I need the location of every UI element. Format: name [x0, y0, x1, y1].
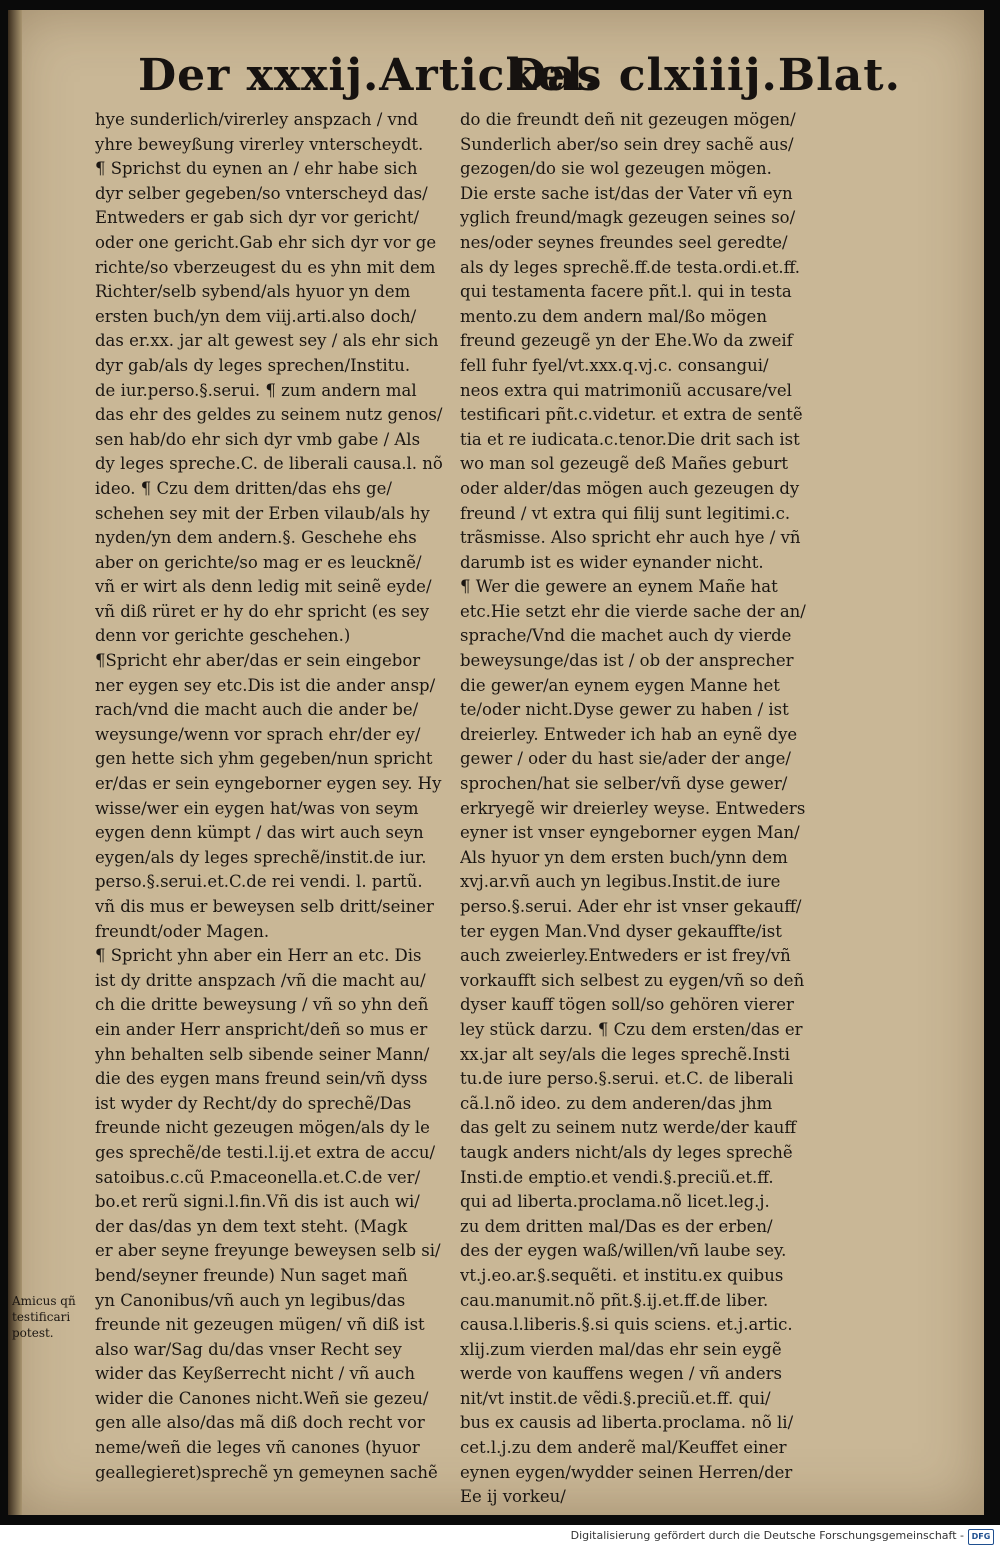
text-line: geallegieret)sprechẽ yn gemeynen sachẽ: [95, 1462, 438, 1482]
text-line: aber on gerichte/so mag er es leucknẽ/: [95, 552, 422, 572]
text-line: dy leges spreche.C. de liberali causa.l. nõ: [95, 454, 443, 474]
text-line: eygen denn kümpt / das wirt auch seyn: [95, 823, 424, 843]
text-line: vorkaufft sich selbest zu eygen/vñ so deñ: [460, 970, 805, 990]
text-line: gen alle also/das mã diß doch recht vor: [95, 1413, 425, 1433]
text-line: Amicus qñ: [12, 1294, 76, 1308]
text-line: ch die dritte beweysung / vñ so yhn deñ: [95, 995, 429, 1015]
text-line: eyner ist vnser eyngeborner eygen Man/: [460, 823, 800, 843]
text-line: ley stück darzu. ¶ Czu dem ersten/das er: [460, 1019, 803, 1039]
text-line: des der eygen waß/willen/vñ laube sey.: [460, 1241, 787, 1261]
text-line: die des eygen mans freund sein/vñ dyss: [95, 1069, 428, 1089]
text-line: ein ander Herr anspricht/deñ so mus er: [95, 1019, 428, 1039]
running-head-right: Das clxiiij.Blat.: [508, 50, 901, 101]
text-line: oder alder/das mögen auch gezeugen dy: [460, 478, 800, 498]
text-line: ersten buch/yn dem viij.arti.also doch/: [95, 306, 417, 326]
text-line: die gewer/an eynem eygen Manne het: [460, 675, 780, 695]
text-line: sen hab/do ehr sich dyr vmb gabe / Als: [95, 429, 421, 449]
text-line: vñ dis mus er beweysen selb dritt/seiner: [95, 897, 434, 916]
text-line: potest.: [12, 1326, 54, 1340]
text-line: vt.j.eo.ar.§.sequẽti. et institu.ex quibus: [460, 1265, 784, 1285]
text-line: Entweders er gab sich dyr vor gericht/: [95, 208, 420, 228]
text-line: gezogen/do sie wol gezeugen mögen.: [460, 159, 772, 179]
book-page: [8, 10, 984, 1515]
text-line: testificari: [12, 1310, 71, 1324]
text-line: sprochen/hat sie selber/vñ dyse gewer/: [460, 774, 788, 794]
text-line: hye sunderlich/virerley anspzach / vnd: [95, 110, 419, 129]
text-line: das ehr des geldes zu seinem nutz genos/: [95, 405, 443, 425]
right-text-column: [460, 108, 820, 1510]
text-line: er aber seyne freyunge beweysen selb si/: [95, 1241, 441, 1261]
text-line: trãsmisse. Also spricht ehr auch hye / vñ: [460, 528, 801, 548]
text-line: cau.manumit.nõ pñt.§.ij.et.ff.de liber.: [460, 1290, 769, 1310]
text-line: bus ex causis ad liberta.proclama. nõ li/: [460, 1413, 794, 1433]
text-line: ter eygen Man.Vnd dyser gekauffte/ist: [460, 921, 782, 941]
text-line: erkryegẽ wir dreierley weyse. Entweders: [460, 798, 806, 818]
text-line: xlij.zum vierden mal/das ehr sein eygẽ: [460, 1339, 782, 1359]
text-line: te/oder nicht.Dyse gewer zu haben / ist: [460, 700, 789, 720]
text-line: wisse/wer ein eygen hat/was von seym: [95, 798, 419, 818]
text-line: satoibus.c.cũ P.maceonella.et.C.de ver/: [95, 1167, 421, 1187]
text-line: ¶ Wer die gewere an eynem Mañe hat: [460, 577, 778, 597]
text-line: yhre beweyßung virerley vnterscheydt.: [95, 134, 424, 154]
text-line: sprache/Vnd die machet auch dy vierde: [460, 626, 792, 646]
text-line: Insti.de emptio.et vendi.§.preciũ.et.ff.: [460, 1167, 774, 1187]
text-line: yhn behalten selb sibende seiner Mann/: [95, 1044, 430, 1064]
text-line: yglich freund/magk gezeugen seines so/: [460, 208, 796, 228]
text-line: freundt/oder Magen.: [95, 921, 270, 941]
text-line: perso.§.serui. Ader ehr ist vnser gekauff/: [460, 897, 802, 916]
text-line: xx.jar alt sey/als die leges sprechẽ.Insti: [460, 1044, 790, 1064]
text-line: das gelt zu seinem nutz werde/der kauff: [460, 1118, 797, 1138]
text-line: causa.l.liberis.§.si quis sciens. et.j.artic.: [460, 1315, 793, 1335]
text-line: eygen/als dy leges sprechẽ/instit.de iur.: [95, 847, 427, 867]
text-line: oder one gericht.Gab ehr sich dyr vor ge: [95, 232, 437, 252]
text-line: wider die Canones nicht.Weñ sie gezeu/: [95, 1388, 429, 1408]
text-line: wo man sol gezeugẽ deß Mañes geburt: [460, 454, 789, 474]
text-line: wider das Keyßerrecht nicht / vñ auch: [95, 1364, 415, 1384]
text-line: der das/das yn dem text steht. (Magk: [95, 1216, 408, 1236]
text-line: nit/vt instit.de vẽdi.§.preciũ.et.ff. qui/: [460, 1388, 771, 1408]
text-line: eynen eygen/wydder seinen Herren/der: [460, 1462, 793, 1482]
text-line: tia et re iudicata.c.tenor.Die drit sach ist: [460, 429, 800, 449]
text-line: de iur.perso.§.serui. ¶ zum andern mal: [95, 380, 417, 400]
text-line: er/das er sein eyngeborner eygen sey. Hy: [95, 774, 442, 794]
text-line: ner eygen sey etc.Dis ist die ander ansp/: [95, 675, 436, 695]
text-line: als dy leges sprechẽ.ff.de testa.ordi.et.ff.: [460, 257, 801, 277]
footer-bar: [0, 1525, 1000, 1549]
text-line: dyser kauff tögen soll/so gehören vierer: [460, 995, 794, 1015]
text-line: qui testamenta facere pñt.l. qui in testa: [460, 282, 792, 302]
text-line: nes/oder seynes freundes seel geredte/: [460, 232, 788, 252]
text-line: etc.Hie setzt ehr die vierde sache der an/: [460, 601, 806, 621]
text-line: Richter/selb sybend/als hyuor yn dem: [95, 282, 411, 302]
text-line: Sunderlich aber/so sein drey sachẽ aus/: [460, 134, 794, 154]
text-line: bend/seyner freunde) Nun saget mañ: [95, 1265, 408, 1285]
text-line: gen hette sich yhm gegeben/nun spricht: [95, 749, 433, 769]
text-line: ¶Spricht ehr aber/das er sein eingebor: [95, 651, 421, 671]
funding-credit: Digitalisierung gefördert durch die Deutsche Forschungsgemeinschaft -: [570, 1529, 964, 1542]
text-line: do die freundt deñ nit gezeugen mögen/: [460, 110, 796, 129]
text-line: ¶ Spricht yhn aber ein Herr an etc. Dis: [95, 946, 422, 966]
text-line: ¶ Sprichst du eynen an / ehr habe sich: [95, 159, 418, 179]
text-line: xvj.ar.vñ auch yn legibus.Instit.de iure: [460, 872, 781, 892]
text-line: taugk anders nicht/als dy leges sprechẽ: [460, 1142, 793, 1162]
text-line: rach/vnd die macht auch die ander be/: [95, 700, 419, 720]
text-line: freunde nicht gezeugen mögen/als dy le: [95, 1118, 430, 1138]
running-head-left: Der xxxij.Artickel.: [138, 50, 600, 101]
text-line: cet.l.j.zu dem anderẽ mal/Keuffet einer: [460, 1438, 787, 1458]
text-line: neos extra qui matrimoniũ accusare/vel: [460, 380, 792, 400]
text-line: schehen sey mit der Erben vilaub/als hy: [95, 503, 430, 523]
text-line: ges sprechẽ/de testi.l.ij.et extra de accu/: [95, 1142, 436, 1162]
text-line: fell fuhr fyel/vt.xxx.q.vj.c. consangui/: [460, 355, 769, 375]
text-line: dyr gab/als dy leges sprechen/Institu.: [95, 355, 411, 375]
text-line: ideo. ¶ Czu dem dritten/das ehs ge/: [95, 478, 392, 498]
text-line: auch zweierley.Entweders er ist frey/vñ: [460, 946, 791, 966]
text-line: dyr selber gegeben/so vnterscheyd das/: [95, 183, 428, 203]
text-line: freund gezeugẽ yn der Ehe.Wo da zweif: [460, 331, 793, 351]
text-line: qui ad liberta.proclama.nõ licet.leg.j.: [460, 1192, 770, 1212]
dfg-logo-icon: DFG: [968, 1529, 994, 1545]
text-line: darumb ist es wider eynander nicht.: [460, 552, 764, 572]
text-line: Ee ij vorkeu/: [460, 1487, 566, 1507]
text-line: richte/so vberzeugest du es yhn mit dem: [95, 257, 436, 277]
text-line: Die erste sache ist/das der Vater vñ eyn: [460, 183, 793, 203]
text-line: perso.§.serui.et.C.de rei vendi. l. partũ.: [95, 872, 423, 892]
text-line: weysunge/wenn vor sprach ehr/der ey/: [95, 724, 421, 744]
text-line: dreierley. Entweder ich hab an eynẽ dye: [460, 724, 798, 744]
text-line: ist dy dritte anspzach /vñ die macht au/: [95, 970, 426, 990]
marginal-note: [12, 1293, 96, 1341]
text-line: also war/Sag du/das vnser Recht sey: [95, 1339, 402, 1359]
text-line: bo.et rerũ signi.l.fin.Vñ dis ist auch wi/: [95, 1192, 420, 1212]
text-line: gewer / oder du hast sie/ader der ange/: [460, 749, 791, 769]
text-line: denn vor gerichte geschehen.): [95, 626, 351, 646]
text-line: vñ diß rüret er hy do ehr spricht (es sey: [95, 601, 430, 621]
text-line: beweysunge/das ist / ob der ansprecher: [460, 651, 794, 671]
text-line: freunde nit gezeugen mügen/ vñ diß ist: [95, 1315, 425, 1335]
text-line: neme/weñ die leges vñ canones (hyuor: [95, 1438, 420, 1458]
text-line: zu dem dritten mal/Das es der erben/: [460, 1216, 773, 1236]
text-line: mento.zu dem andern mal/ßo mögen: [460, 306, 767, 326]
text-line: freund / vt extra qui filij sunt legitimi.c.: [460, 503, 791, 523]
left-text-column: [95, 108, 447, 1485]
text-line: Als hyuor yn dem ersten buch/ynn dem: [460, 847, 788, 867]
text-line: vñ er wirt als denn ledig mit seinẽ eyde/: [95, 577, 432, 597]
text-line: werde von kauffens wegen / vñ anders: [460, 1364, 782, 1384]
text-line: tu.de iure perso.§.serui. et.C. de liberali: [460, 1069, 794, 1089]
text-line: ist wyder dy Recht/dy do sprechẽ/Das: [95, 1093, 412, 1113]
text-line: testificari pñt.c.videtur. et extra de sentẽ: [460, 405, 803, 425]
text-line: cã.l.nõ ideo. zu dem anderen/das jhm: [460, 1093, 773, 1113]
text-line: das er.xx. jar alt gewest sey / als ehr sich: [95, 331, 439, 351]
text-line: nyden/yn dem andern.§. Geschehe ehs: [95, 528, 417, 548]
text-line: yn Canonibus/vñ auch yn legibus/das: [95, 1290, 406, 1310]
page-gutter: [8, 10, 22, 1515]
